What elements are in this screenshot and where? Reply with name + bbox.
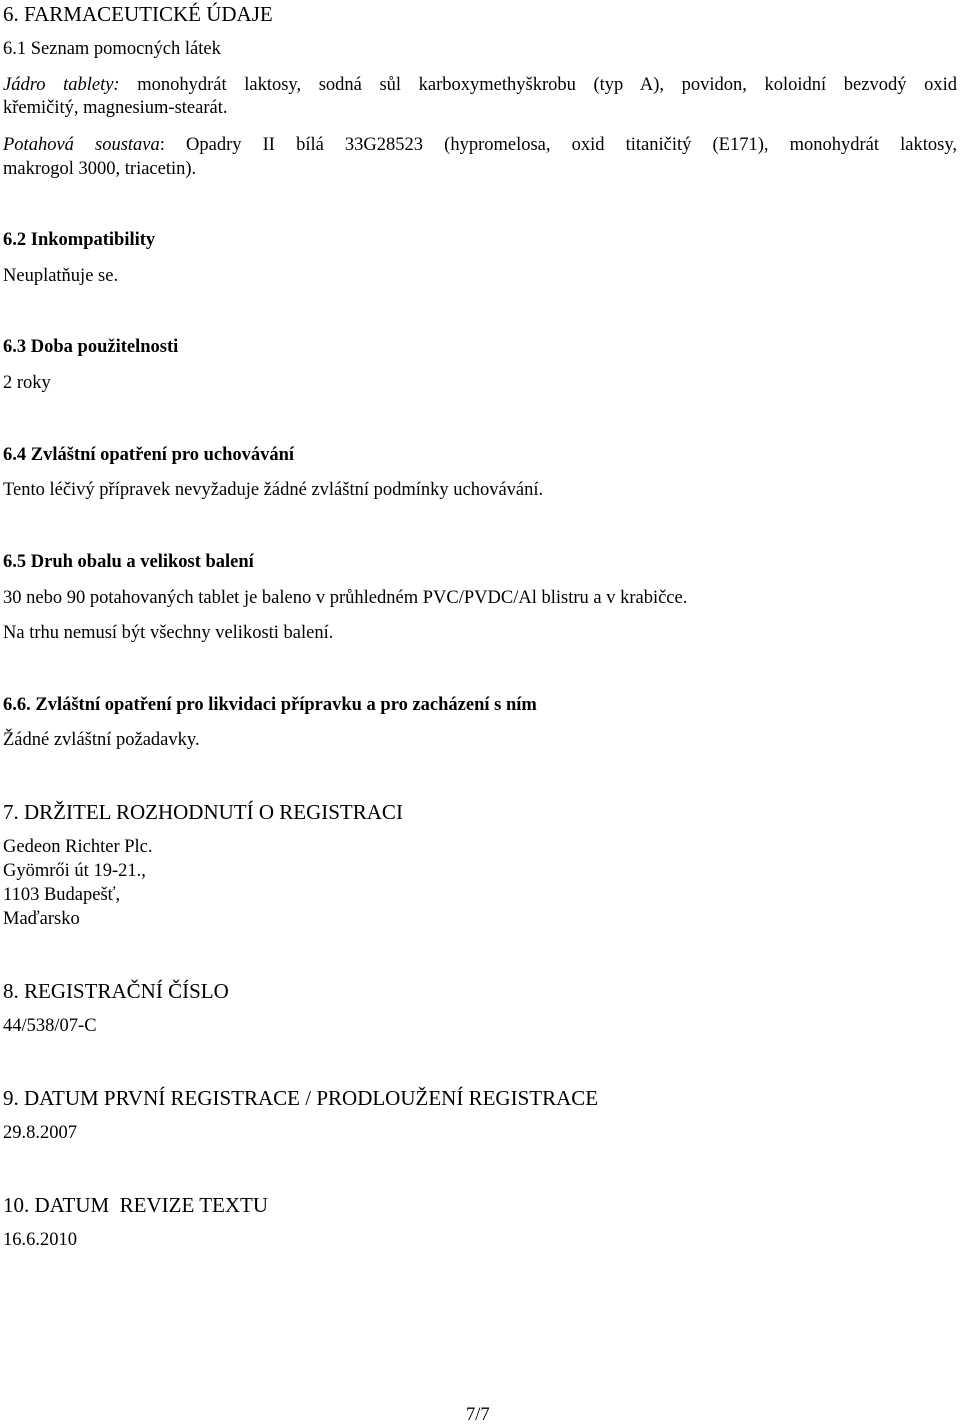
coating-line-1 <box>3 136 957 155</box>
section-6-4-heading: 6.4 Zvláštní opatření pro uchovávání <box>3 445 295 465</box>
holder-country: Maďarsko <box>3 909 80 929</box>
first-registration-date: 29.8.2007 <box>3 1123 77 1143</box>
tablet-core-line-2: křemičitý, magnesium-stearát. <box>3 98 228 118</box>
section-6-5-text-2: Na trhu nemusí být všechny velikosti balení. <box>3 623 334 643</box>
coating-line-2: makrogol 3000, triacetin). <box>3 159 197 179</box>
holder-street: Gyömrői út 19-21., <box>3 861 146 881</box>
tablet-core-text: monohydrát laktosy, sodná sůl karboxymethyškrobu (typ A), povidon, koloidní bezvodý oxid <box>119 75 957 95</box>
section-6-1-heading: 6.1 Seznam pomocných látek <box>3 39 221 59</box>
section-8-heading: 8. REGISTRAČNÍ ČÍSLO <box>3 979 229 1003</box>
tablet-core-line-1 <box>3 76 957 95</box>
section-10-heading: 10. DATUM REVIZE TEXTU <box>3 1193 269 1217</box>
coating-label: Potahová soustava <box>3 135 160 155</box>
section-6-6-text: Žádné zvláštní požadavky. <box>3 730 200 750</box>
section-6-heading: 6. FARMACEUTICKÉ ÚDAJE <box>3 2 273 26</box>
section-6-5-heading: 6.5 Druh obalu a velikost balení <box>3 552 254 572</box>
coating-text: : Opadry II bílá 33G28523 (hypromelosa, oxid titaničitý (E171), monohydrát laktosy, <box>159 135 958 155</box>
section-6-4-text: Tento léčivý přípravek nevyžaduje žádné zvláštní podmínky uchovávání. <box>3 480 544 500</box>
tablet-core-label: Jádro tablety: <box>3 75 120 95</box>
section-9-heading: 9. DATUM PRVNÍ REGISTRACE / PRODLOUŽENÍ REGISTRACE <box>3 1086 599 1110</box>
section-6-6-heading: 6.6. Zvláštní opatření pro likvidaci přípravku a pro zacházení s ním <box>3 695 537 715</box>
holder-name: Gedeon Richter Plc. <box>3 837 153 857</box>
section-6-2-text: Neuplatňuje se. <box>3 266 119 286</box>
holder-city: 1103 Budapešť, <box>3 885 121 905</box>
registration-number: 44/538/07-C <box>3 1016 97 1036</box>
section-6-5-text-1: 30 nebo 90 potahovaných tablet je baleno v průhledném PVC/PVDC/Al blistru a v krabičce. <box>3 588 688 608</box>
section-6-2-heading: 6.2 Inkompatibility <box>3 230 156 250</box>
revision-date: 16.6.2010 <box>3 1230 77 1250</box>
section-6-3-heading: 6.3 Doba použitelnosti <box>3 337 179 357</box>
page-number: 7/7 <box>466 1405 490 1425</box>
section-7-heading: 7. DRŽITEL ROZHODNUTÍ O REGISTRACI <box>3 800 403 824</box>
section-6-3-text: 2 roky <box>3 373 51 393</box>
